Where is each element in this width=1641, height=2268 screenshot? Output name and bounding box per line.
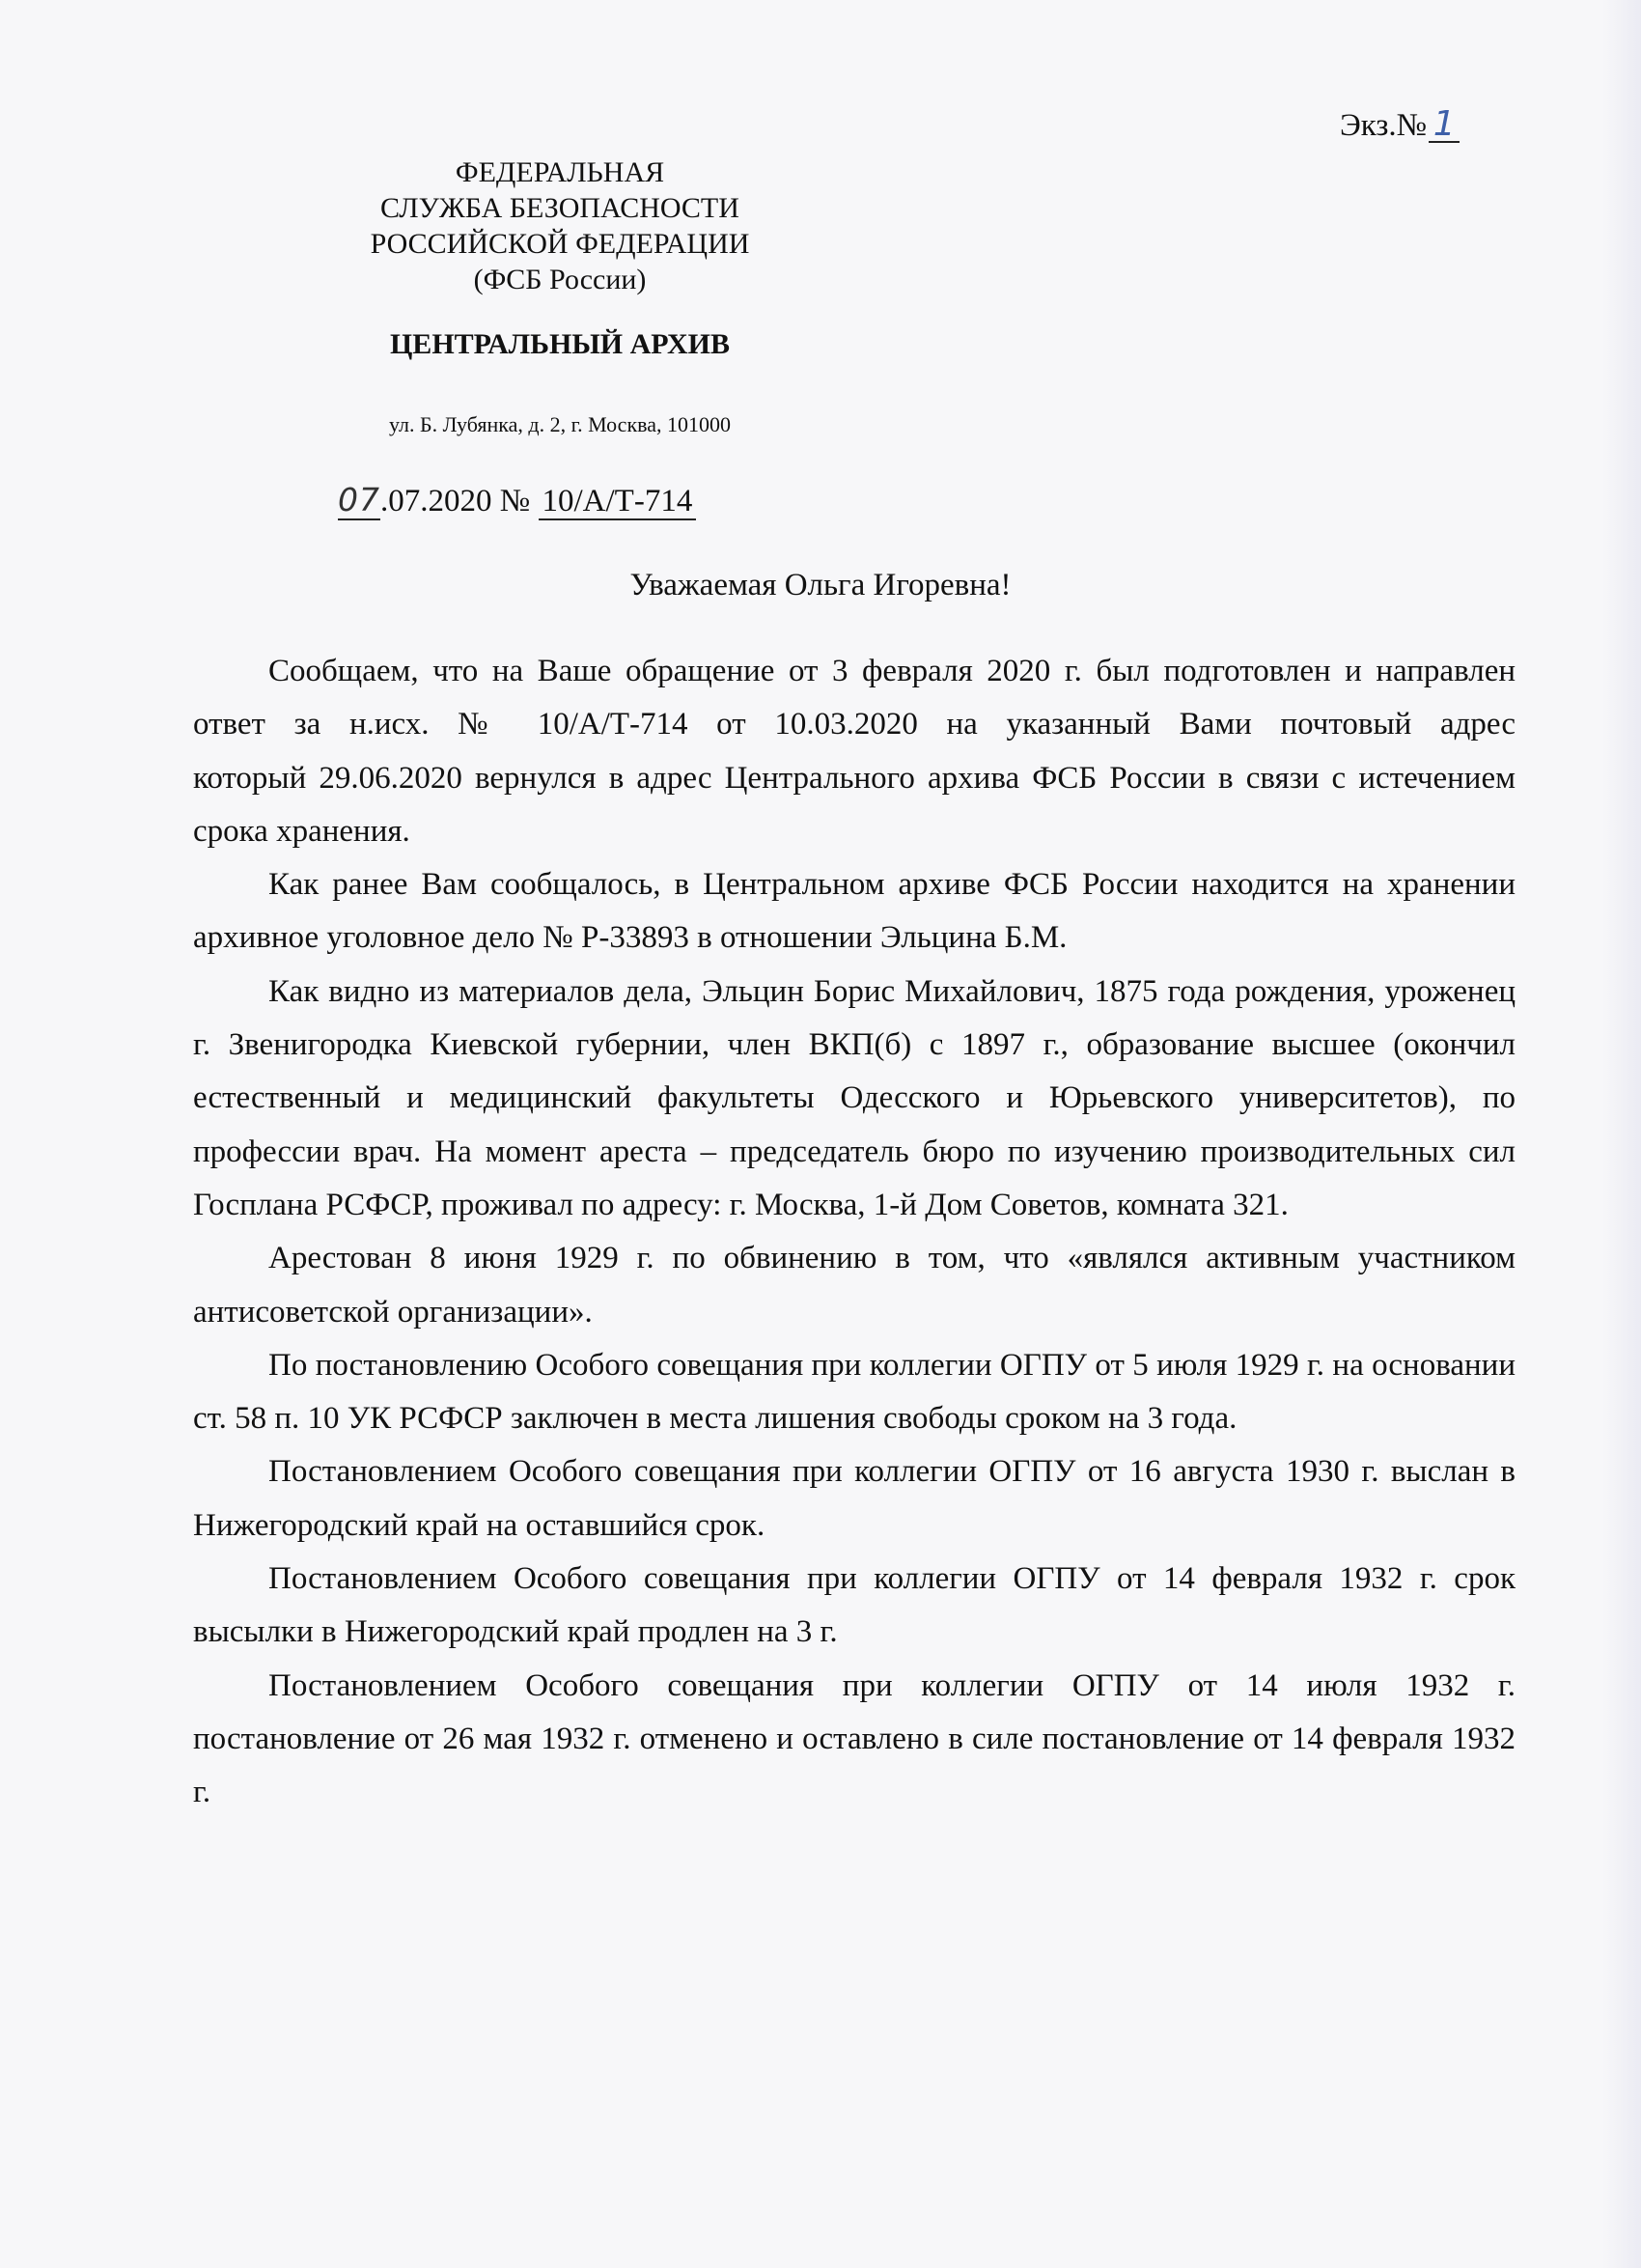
paragraph <box>193 1553 1516 1660</box>
paragraph-text: Как видно из материалов дела, Эльцин Борис Михайлович, 1875 года рождения, уроженец г. Звенигородка Киевской губернии, член ВКП(б) с 1897 г., образование высшее (окончил естественный и медицинский факультеты Одесского и Юрьевского университетов), по профессии врач. На момент ареста – председатель бюро по изучению производительных сил Госплана РСФСР, проживал по адресу: г. Москва, 1-й Дом Советов, комната 321. <box>193 973 1516 1222</box>
agency-line: СЛУЖБА БЕЗОПАСНОСТИ <box>380 192 739 224</box>
agency-line: РОССИЙСКОЙ ФЕДЕРАЦИИ <box>370 228 750 260</box>
paragraph-text: Сообщаем, что на Ваше обращение от 3 февраля 2020 г. был подготовлен и направлен ответ за н.исх. № 10/А/Т-714 от 10.03.2020 на указанный Вами почтовый адрес <box>193 654 1516 742</box>
copy-number-label: Экз.№ <box>1340 108 1428 143</box>
paragraph-text: По постановлению Особого совещания при коллегии ОГПУ от 5 июля 1929 г. на основании ст. 58 п. 10 УК РСФСР заключен в места лишения свободы сроком на 3 года. <box>193 1347 1516 1437</box>
reference-line <box>338 481 696 519</box>
letter-body <box>193 645 1516 1820</box>
reference-day: 07 <box>338 481 380 518</box>
agency-line: ФЕДЕРАЛЬНАЯ <box>455 156 665 188</box>
paragraph <box>193 1660 1516 1820</box>
paragraph-text: который 29.06.2020 вернулся в адрес Центрального архива ФСБ России в связи с истечением срока хранения. <box>193 760 1516 849</box>
paragraph <box>193 1339 1516 1446</box>
paragraph <box>193 858 1516 966</box>
paragraph <box>193 752 1516 859</box>
department-name: ЦЕНТРАЛЬНЫЙ АРХИВ <box>389 328 731 360</box>
paragraph-text: Арестован 8 июня 1929 г. по обвинению в том, что «являлся активным участником антисоветской организации». <box>193 1241 1516 1330</box>
agency-line: (ФСБ России) <box>473 264 647 295</box>
paragraph <box>193 1232 1516 1339</box>
paragraph-text: Постановлением Особого совещания при коллегии ОГПУ от 14 июля 1932 г. постановление от 26 мая 1932 г. отменено и оставлено в силе постановление от 14 февраля 1932 г. <box>193 1667 1516 1810</box>
paragraph <box>193 1445 1516 1553</box>
salutation: Уважаемая Ольга Игоревна! <box>629 568 1012 602</box>
paragraph-text: Постановлением Особого совещания при коллегии ОГПУ от 16 августа 1930 г. выслан в Нижегородский край на оставшийся срок. <box>193 1454 1516 1543</box>
paragraph <box>193 966 1516 1232</box>
agency-header <box>319 154 801 297</box>
paragraph-text: Постановлением Особого совещания при коллегии ОГПУ от 14 февраля 1932 г. срок высылки в Нижегородский край продлен на 3 г. <box>193 1561 1516 1650</box>
agency-address: ул. Б. Лубянка, д. 2, г. Москва, 101000 <box>389 412 731 436</box>
reference-date: .07.2020 <box>380 484 492 518</box>
paragraph <box>193 645 1516 752</box>
copy-number <box>1340 104 1460 144</box>
reference-number-label: № <box>499 484 531 518</box>
reference-number: 10/А/Т-714 <box>539 484 697 520</box>
paragraph-text: Как ранее Вам сообщалось, в Центральном архиве ФСБ России находится на хранении архивное уголовное дело № Р-33893 в отношении Эльцина Б.М. <box>193 867 1516 956</box>
copy-number-value: 1 <box>1429 108 1460 143</box>
